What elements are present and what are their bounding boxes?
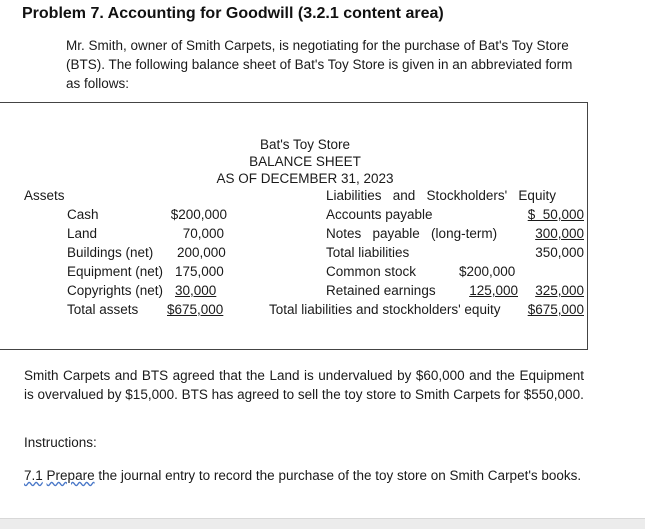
total-assets-value: $675,000: [167, 302, 224, 317]
asset-label: Cash: [67, 207, 99, 222]
total-liabilities-value: 350,000: [535, 245, 584, 260]
asset-value: 30,000: [175, 283, 217, 298]
total-liabilities-label: Total liabilities: [326, 245, 410, 260]
task-number: 7.1: [24, 468, 43, 483]
problem-title: Problem 7. Accounting for Goodwill (3.2.1 content area): [22, 5, 444, 22]
company-name: Bat's Toy Store: [259, 137, 351, 152]
retained-earnings-value: 125,000: [469, 283, 518, 298]
agreement-paragraph: [24, 366, 584, 404]
instructions-label: Instructions:: [24, 435, 97, 450]
balance-sheet-heading: BALANCE SHEET: [249, 154, 361, 169]
balance-sheet-date: AS OF DECEMBER 31, 2023: [216, 171, 394, 186]
notes-payable-value: 300,000: [535, 226, 584, 241]
liabilities-equity-heading: Liabilities and Stockholders' Equity: [326, 188, 556, 203]
total-liabilities-equity-value: $675,000: [527, 302, 584, 317]
asset-label: Copyrights (net): [67, 283, 164, 298]
intro-paragraph: Mr. Smith, owner of Smith Carpets, is negotiating for the purchase of Bat's Toy Store (BTS). The following balance sheet of Bat's Toy Store is given in an abbreviated form as follows:: [66, 38, 573, 91]
total-assets-label: Total assets: [67, 302, 139, 317]
total-liabilities-equity-label: Total liabilities and stockholders' equity: [269, 302, 501, 317]
asset-value: 200,000: [177, 245, 226, 260]
asset-value: 70,000: [182, 226, 224, 241]
asset-label: Land: [67, 226, 98, 241]
asset-label: Equipment (net): [67, 264, 164, 279]
task-paragraph: [24, 466, 584, 485]
accounts-payable-label: Accounts payable: [326, 207, 433, 222]
accounts-payable-value: $ 50,000: [527, 207, 584, 222]
total-equity-value: 325,000: [535, 283, 584, 298]
common-stock-value: $200,000: [459, 264, 516, 279]
common-stock-label: Common stock: [326, 264, 417, 279]
retained-earnings-label: Retained earnings: [326, 283, 436, 298]
notes-payable-label: Notes payable (long-term): [326, 226, 498, 241]
task-verb: Prepare: [46, 468, 95, 483]
task-text: the journal entry to record the purchase of the toy store on Smith Carpet's books.: [98, 468, 582, 483]
asset-label: Buildings (net): [67, 245, 154, 260]
asset-value: $200,000: [170, 207, 227, 222]
bottom-scroll-bar: [0, 518, 645, 529]
asset-value: 175,000: [175, 264, 224, 279]
assets-label: Assets: [24, 188, 65, 203]
agreement-text: Smith Carpets and BTS agreed that the Land is undervalued by $60,000 and the Equipment is overvalued by $15,000. BTS has agreed to sell the toy store to Smith Carpets for $550,000.: [24, 368, 584, 402]
